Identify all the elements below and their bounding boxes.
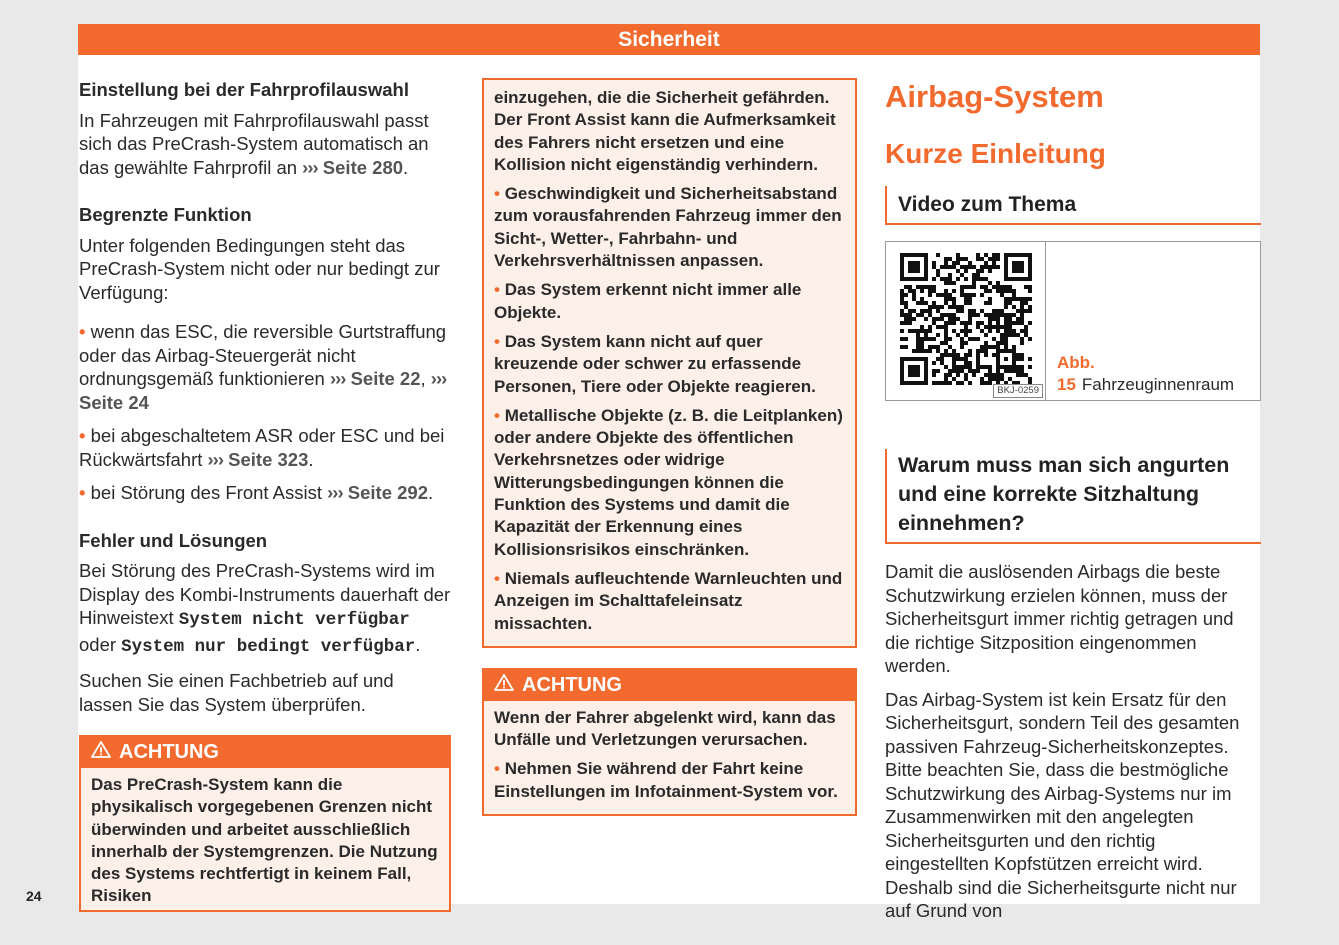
list-item: • Das System erkennt nicht immer alle Objekte. bbox=[494, 280, 802, 322]
warning-box-distraction bbox=[482, 668, 857, 816]
link-seite-280[interactable]: Seite 280 bbox=[322, 156, 404, 178]
figure-video bbox=[885, 241, 1261, 401]
warning-title: ACHTUNG bbox=[522, 673, 622, 696]
link-seite-323[interactable]: Seite 323 bbox=[228, 448, 309, 470]
column-left bbox=[79, 78, 451, 912]
heading-profile: Einstellung bei der Fahrprofilauswahl bbox=[79, 79, 409, 100]
paragraph-errors: Bei Störung des PreCrash-Systems wird im Display des Kombi-Instruments dauerhaft der Hinweistext System nicht verfügbar oder System nur bedingt verfügbar. bbox=[79, 560, 451, 657]
column-middle bbox=[482, 78, 857, 816]
column-right bbox=[885, 78, 1261, 933]
warning-triangle-icon bbox=[91, 737, 111, 768]
warning-text: Das PreCrash-System kann die physikalisch vorgegebenen Grenzen nicht überwinden und arbeitet ausschließlich innerhalb der Systemgrenzen. Die Nutzung des Systems rechtfertigt in keinem Fall, Risiken bbox=[91, 775, 438, 906]
warning-title: ACHTUNG bbox=[119, 741, 219, 763]
bullet-icon: • bbox=[494, 759, 500, 779]
figure-caption bbox=[1057, 352, 1257, 396]
paragraph-belt-1: Damit die auslösenden Airbags die beste Schutzwirkung erzielen können, muss der Sicherheitsgurt immer richtig getragen und die richtige Sitzposition eingenommen werden. bbox=[885, 561, 1234, 676]
list-item: • bei Störung des Front Assist ››› Seite 292. bbox=[79, 482, 434, 503]
bullet-icon: • bbox=[494, 568, 500, 588]
arrow-icon: ››› bbox=[302, 156, 318, 178]
list-item: • Das System kann nicht auf quer kreuzende oder schwer zu erfassende Personen, Tiere oder Objekte reagieren. bbox=[494, 331, 816, 396]
paragraph-belt-2: Das Airbag-System ist kein Ersatz für den Sicherheitsgurt, sondern Teil des gesamten passiven Fahrzeug-Sicherheitskonzeptes. Bitte beachten Sie, dass die bestmögliche Schutzwirkung des Airbag-Systems nur im Zusammenwirken mit den angelegten Sicherheitsgurten und den richtig eingestellten Kopfstützen erreicht wird. Deshalb sind die Sicherheitsgurte nicht nur auf Grund von bbox=[885, 688, 1240, 921]
bullet-icon: • bbox=[79, 425, 86, 446]
list-item: • Nehmen Sie während der Fahrt keine Einstellungen im Infotainment-System vor. bbox=[494, 759, 838, 801]
section-title: Kurze Einleitung bbox=[885, 138, 1106, 169]
paragraph-limited: Unter folgenden Bedingungen steht das PreCrash-System nicht oder nur bedingt zur Verfügung: bbox=[79, 234, 440, 303]
belt-heading: Warum muss man sich angurten und eine korrekte Sitzhaltung einnehmen? bbox=[885, 449, 1261, 544]
bullet-icon: • bbox=[494, 184, 500, 204]
figure-label: Abb. 15 bbox=[1057, 353, 1095, 394]
list-item: • Metallische Objekte (z. B. die Leitplanken) oder andere Objekte des öffentlichen Verkehrsnetzes oder widrige Witterungsbedingungen können die Funktion des Systems und damit die Kapazität der Erkennung eines Kollisionsrisikos einschränken. bbox=[494, 405, 843, 559]
link-seite-24[interactable]: Seite 24 bbox=[79, 391, 149, 413]
paragraph-profile: In Fahrzeugen mit Fahrprofilauswahl passt sich das PreCrash-System automatisch an das gewählte Fahrprofil an ››› Seite 280. bbox=[79, 109, 429, 178]
warning-header bbox=[81, 737, 449, 768]
list-item: • bei abgeschaltetem ASR oder ESC und bei Rückwärtsfahrt ››› Seite 323. bbox=[79, 425, 445, 470]
warning-text: Wenn der Fahrer abgelenkt wird, kann das Unfälle und Verletzungen verursachen. bbox=[494, 707, 836, 750]
warning-box-continued bbox=[482, 78, 857, 648]
display-message-1: System nicht verfügbar bbox=[178, 610, 410, 630]
figure-caption-text: Fahrzeuginnenraum bbox=[1081, 375, 1235, 394]
bullet-icon: • bbox=[79, 482, 86, 503]
bullet-icon: • bbox=[494, 280, 500, 300]
link-seite-292[interactable]: Seite 292 bbox=[347, 482, 428, 503]
paragraph-workshop: Suchen Sie einen Fachbetrieb auf und lassen Sie das System überprüfen. bbox=[79, 670, 394, 715]
qr-code-icon[interactable] bbox=[886, 242, 1046, 400]
warning-triangle-icon bbox=[494, 670, 514, 701]
list-item: • Geschwindigkeit und Sicherheitsabstand zum vorausfahrenden Fahrzeug immer den Sicht-, Wetter-, Fahrbahn- und Verkehrsverhältnissen anpassen. bbox=[494, 184, 842, 271]
display-message-2: System nur bedingt verfügbar bbox=[121, 636, 416, 657]
warning-box-precrash bbox=[79, 735, 451, 912]
video-heading: Video zum Thema bbox=[885, 186, 1261, 225]
warning-header bbox=[484, 670, 855, 701]
bullet-icon: • bbox=[494, 331, 500, 351]
heading-errors: Fehler und Lösungen bbox=[79, 529, 268, 551]
link-seite-22[interactable]: Seite 22 bbox=[350, 368, 421, 389]
warning-continued-text: einzugehen, die die Sicherheit gefährden. Der Front Assist kann die Aufmerksamkeit des Fahrers nicht ersetzen und eine Kollision nicht eigenständig verhindern. bbox=[494, 88, 836, 174]
section-header: Sicherheit bbox=[78, 24, 1260, 55]
bullet-icon: • bbox=[494, 405, 500, 425]
page-number: 24 bbox=[26, 888, 42, 904]
bullet-icon: • bbox=[79, 321, 86, 342]
heading-limited: Begrenzte Funktion bbox=[79, 204, 252, 225]
list-item: • Niemals aufleuchtende Warnleuchten und Anzeigen im Schalttafeleinsatz missachten. bbox=[494, 568, 843, 633]
list-item: • wenn das ESC, die reversible Gurtstraffung oder das Airbag-Steuergerät nicht ordnungsgemäß funktionieren ››› Seite 22, ››› Seite 24 bbox=[79, 321, 447, 413]
page-title: Airbag-System bbox=[885, 79, 1104, 114]
qr-code-label: BKJ-0259 bbox=[993, 384, 1043, 398]
